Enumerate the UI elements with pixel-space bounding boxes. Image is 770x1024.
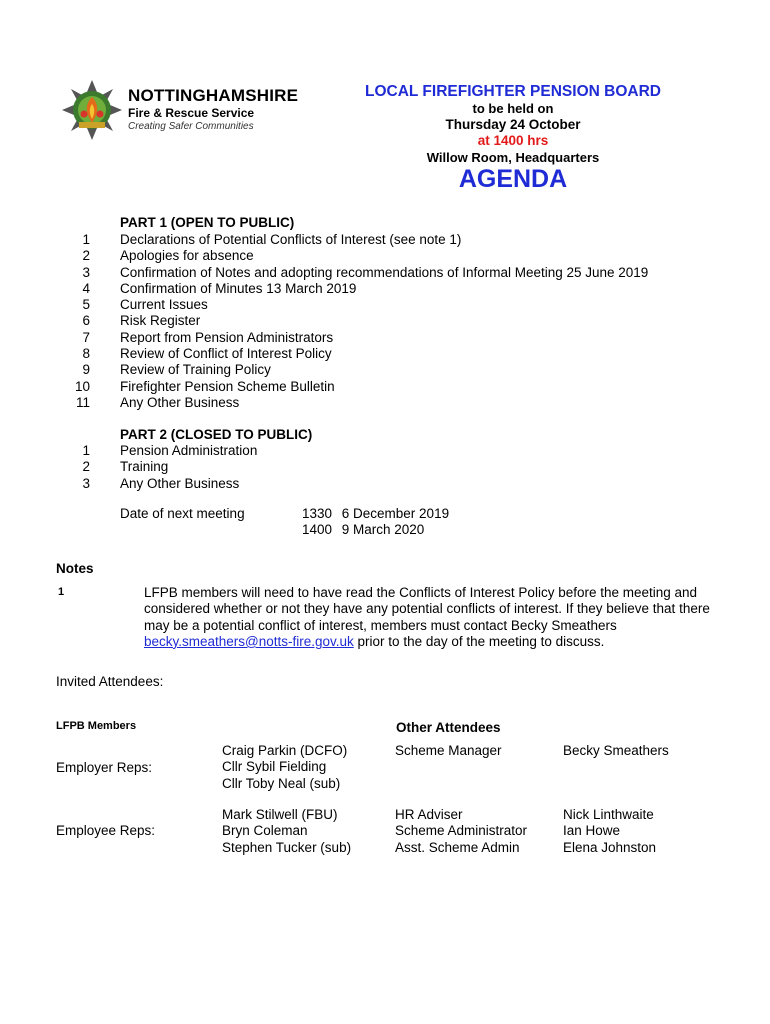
org-subtitle: Fire & Rescue Service [128,106,255,120]
next-meeting-dates [302,506,449,539]
item-number: 2 [82,459,90,475]
employer-reps-list [222,743,347,792]
item-text: Confirmation of Minutes 13 March 2019 [120,280,357,296]
agenda-item [56,281,736,297]
next-meeting-row [302,506,449,522]
next-meeting-label: Date of next meeting [120,506,245,521]
lfpb-members-heading: LFPB Members [56,720,137,732]
item-number: 11 [75,394,90,410]
next-meeting-time: 1400 [302,522,333,538]
attendee-name: Cllr Toby Neal (sub) [222,775,341,791]
fire-service-logo [62,80,122,140]
employee-reps-list [222,807,351,856]
item-text: Confirmation of Notes and adopting recommendations of Informal Meeting 25 June 2019 [120,264,649,280]
invited-attendees-label: Invited Attendees: [56,674,164,689]
item-number: 1 [82,443,90,458]
agenda-item [56,297,736,313]
part1-title: PART 1 (OPEN TO PUBLIC) [120,215,295,230]
org-tagline: Creating Safer Communities [128,121,254,132]
meeting-date: Thursday 24 October [445,117,581,132]
attendee-name: Mark Stilwell (FBU) [222,807,338,822]
item-text: Risk Register [120,313,201,329]
agenda-item [56,395,736,411]
item-number: 2 [82,248,90,264]
item-number: 3 [82,475,90,491]
agenda-item [56,330,736,346]
item-number: 7 [82,329,90,345]
attendee-role: HR Adviser [395,807,463,822]
org-name: NOTTINGHAMSHIRE [128,86,299,105]
meeting-time: at 1400 hrs [477,133,549,148]
employee-reps-label: Employee Reps: [56,823,156,838]
item-number: 5 [82,297,90,313]
item-text: Review of Conflict of Interest Policy [120,346,332,362]
item-number: 3 [82,264,90,280]
next-meeting-row [302,522,449,538]
held-on-text: to be held on [472,101,554,116]
item-text: Declarations of Potential Conflicts of Interest (see note 1) [120,232,462,247]
other-roles-list [395,807,527,856]
agenda-item [56,379,736,395]
item-number: 8 [82,346,90,362]
item-text: Current Issues [120,297,208,313]
attendee-name: Elena Johnston [563,839,657,855]
agenda-item [56,265,736,281]
other-attendees-heading: Other Attendees [396,720,501,735]
attendee-role: Asst. Scheme Admin [395,839,520,855]
agenda-item [56,476,736,492]
agenda-item [56,346,736,362]
item-text: Pension Administration [120,443,258,458]
attendee-name: Becky Smeathers [563,743,669,758]
meeting-venue: Willow Room, Headquarters [426,150,600,165]
part1-list [56,232,736,411]
other-names-list [563,807,656,856]
attendee-name: Ian Howe [563,823,621,839]
attendee-name: Stephen Tucker (sub) [222,839,352,855]
employer-reps-label: Employer Reps: [56,760,153,775]
attendee-name: Bryn Coleman [222,823,308,839]
item-text: Firefighter Pension Scheme Bulletin [120,378,335,394]
item-text: Any Other Business [120,394,240,410]
part2-title: PART 2 (CLOSED TO PUBLIC) [120,427,313,442]
item-text: Any Other Business [120,475,240,491]
next-meeting-time: 1330 [302,506,333,521]
item-number: 1 [82,232,90,247]
part2-list [56,443,736,492]
note-number: 1 [58,586,65,598]
item-number: 6 [82,313,90,329]
note-text-end: prior to the day of the meeting to discuss. [353,633,605,649]
next-meeting-date: 6 December 2019 [341,506,450,521]
item-text: Training [120,459,169,475]
agenda-item [56,313,736,329]
item-text: Report from Pension Administrators [120,329,334,345]
agenda-item [56,443,736,459]
note-text-start: LFPB members will need to have read the Conflicts of Interest Policy before the meeting and considered whether or not they have any potential conflicts of interest. If they believe that there may be a potential conflict of interest, members must contact Becky Smeathers [144,585,710,633]
note-text [144,585,724,650]
item-number: 9 [82,362,90,378]
agenda-item [56,362,736,378]
notes-heading: Notes [56,561,94,576]
agenda-heading: AGENDA [458,165,568,193]
item-text: Review of Training Policy [120,362,271,378]
item-text: Apologies for absence [120,248,254,264]
agenda-item [56,232,736,248]
agenda-item [56,248,736,264]
attendee-name: Cllr Sybil Fielding [222,759,327,775]
item-number: 4 [82,280,90,296]
next-meeting-date: 9 March 2020 [341,522,425,538]
item-number: 10 [74,378,90,394]
attendee-name: Craig Parkin (DCFO) [222,743,348,758]
attendee-name: Nick Linthwaite [563,807,654,822]
email-link[interactable]: becky.smeathers@notts-fire.gov.uk [144,633,354,649]
attendee-role: Scheme Administrator [395,823,528,839]
board-title: LOCAL FIREFIGHTER PENSION BOARD [365,83,661,100]
agenda-item [56,459,736,475]
attendee-role: Scheme Manager [395,743,502,758]
